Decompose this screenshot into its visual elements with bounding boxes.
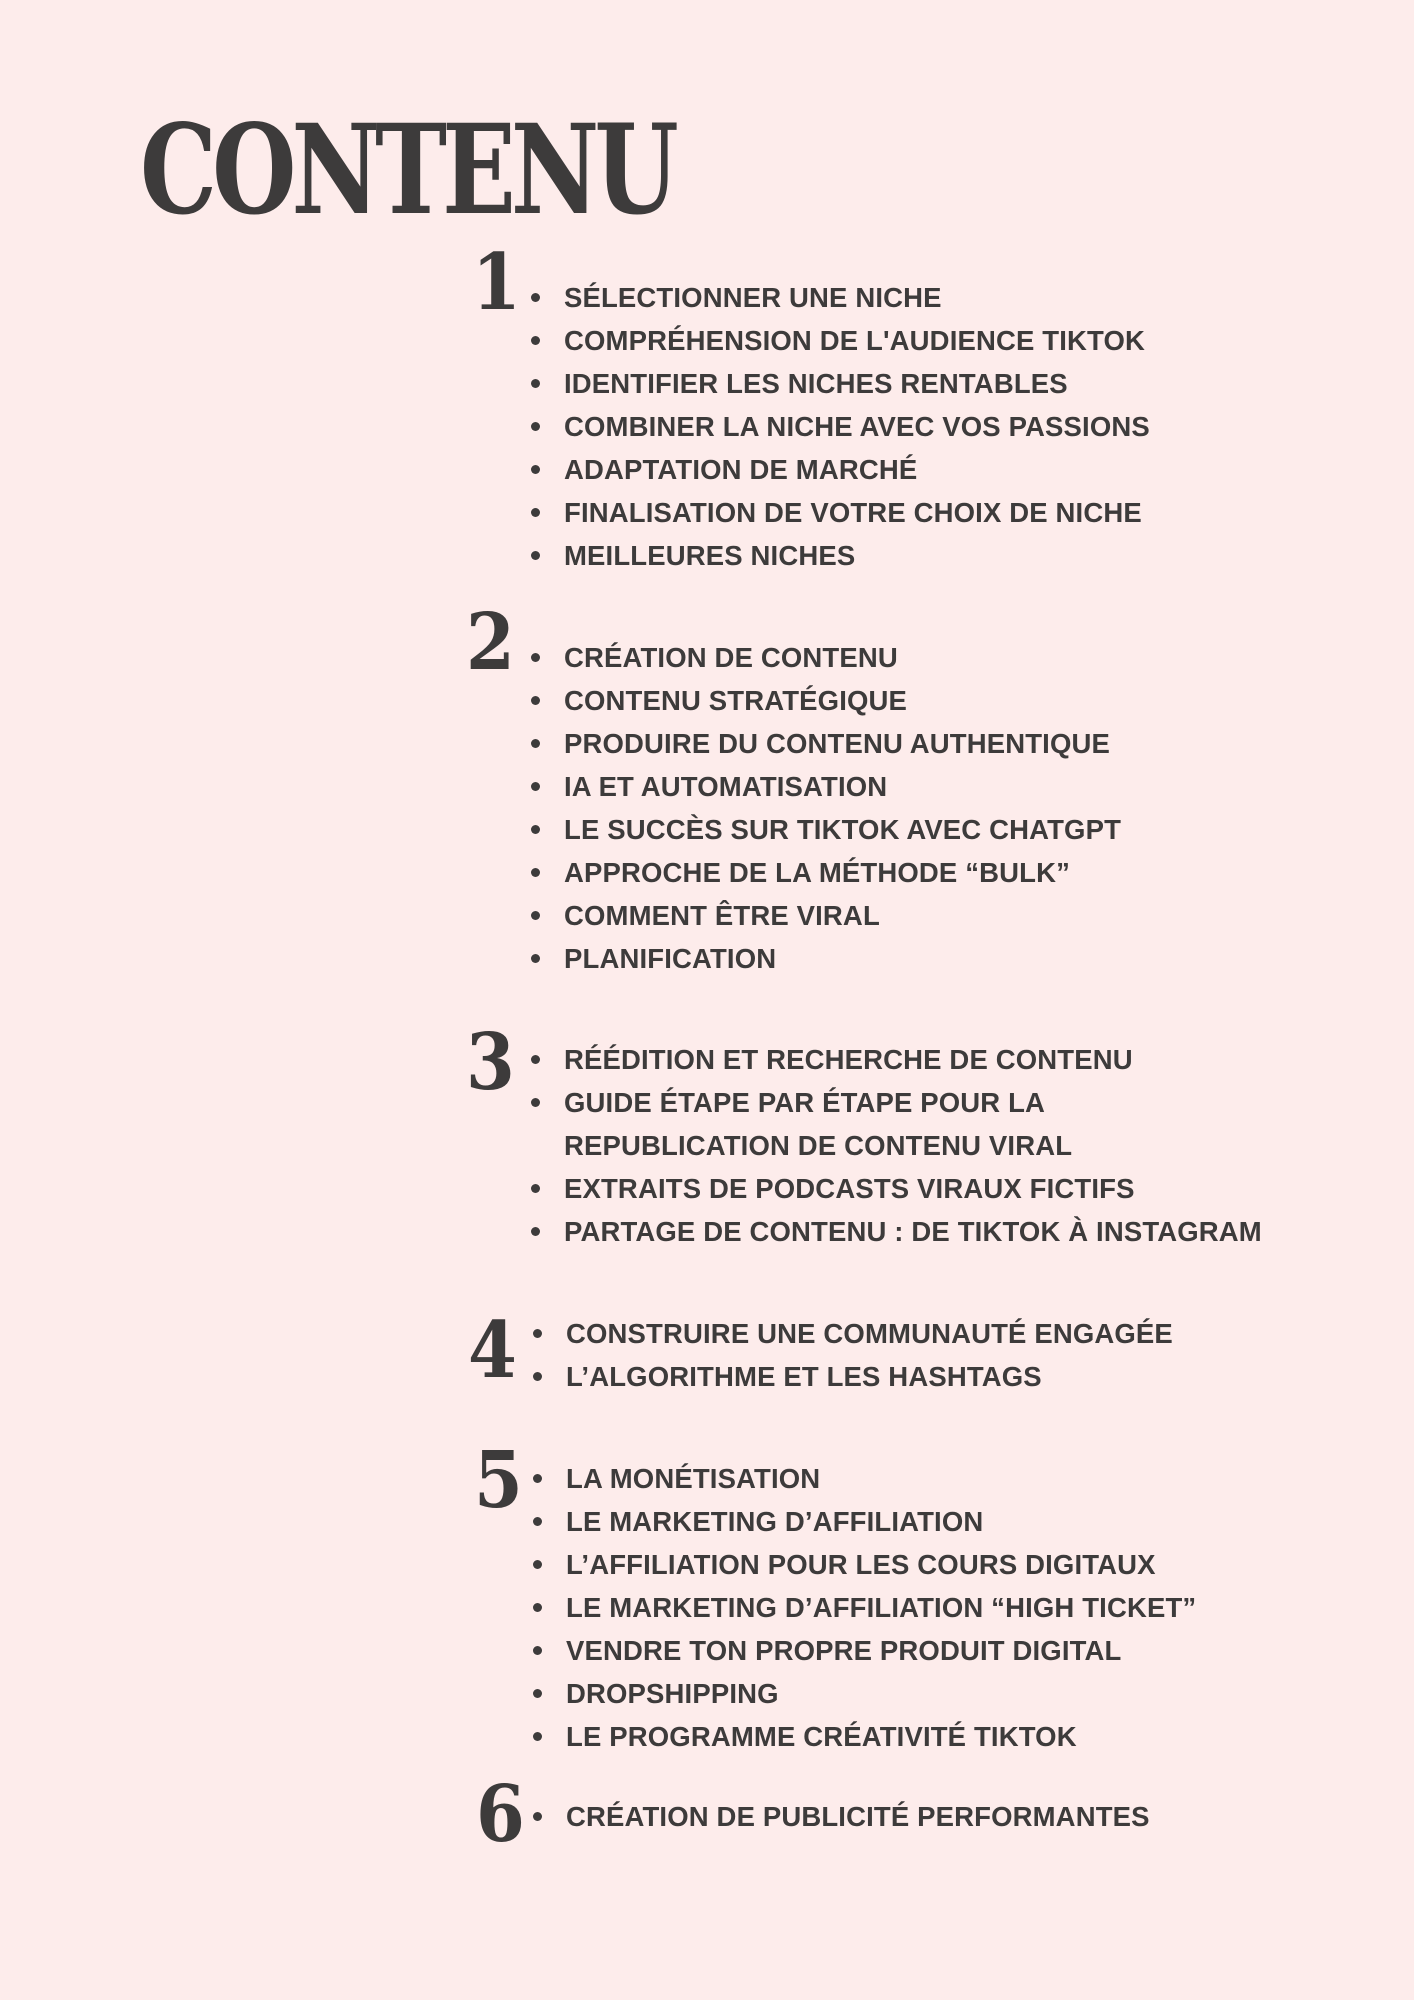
list-item: CONSTRUIRE UNE COMMUNAUTÉ ENGAGÉE bbox=[528, 1312, 1268, 1355]
section-items bbox=[526, 636, 1266, 980]
list-item: COMMENT ÊTRE VIRAL bbox=[526, 894, 1266, 937]
section-number: 2 bbox=[466, 597, 515, 688]
list-item: LE MARKETING D’AFFILIATION “HIGH TICKET” bbox=[528, 1586, 1268, 1629]
list-item: MEILLEURES NICHES bbox=[526, 534, 1266, 577]
list-item: SÉLECTIONNER UNE NICHE bbox=[526, 276, 1266, 319]
section-items bbox=[528, 1795, 1268, 1838]
list-item: COMBINER LA NICHE AVEC VOS PASSIONS bbox=[526, 405, 1266, 448]
section-number: 4 bbox=[468, 1305, 517, 1396]
list-item: LE MARKETING D’AFFILIATION bbox=[528, 1500, 1268, 1543]
list-item: CRÉATION DE PUBLICITÉ PERFORMANTES bbox=[528, 1795, 1268, 1838]
page-title: CONTENU bbox=[140, 96, 674, 243]
section-items bbox=[526, 1038, 1266, 1253]
list-item: L’AFFILIATION POUR LES COURS DIGITAUX bbox=[528, 1543, 1268, 1586]
list-item: FINALISATION DE VOTRE CHOIX DE NICHE bbox=[526, 491, 1266, 534]
section-items bbox=[528, 1457, 1268, 1758]
list-item: APPROCHE DE LA MÉTHODE “BULK” bbox=[526, 851, 1266, 894]
section-items bbox=[526, 276, 1266, 577]
list-item: IA ET AUTOMATISATION bbox=[526, 765, 1266, 808]
section-number: 1 bbox=[472, 237, 521, 328]
section-number: 6 bbox=[476, 1769, 525, 1860]
list-item: ADAPTATION DE MARCHÉ bbox=[526, 448, 1266, 491]
list-item: IDENTIFIER LES NICHES RENTABLES bbox=[526, 362, 1266, 405]
section-number: 3 bbox=[466, 1017, 515, 1108]
section-items bbox=[528, 1312, 1268, 1398]
list-item: DROPSHIPPING bbox=[528, 1672, 1268, 1715]
list-item: LE SUCCÈS SUR TIKTOK AVEC CHATGPT bbox=[526, 808, 1266, 851]
list-item: LA MONÉTISATION bbox=[528, 1457, 1268, 1500]
list-item: LE PROGRAMME CRÉATIVITÉ TIKTOK bbox=[528, 1715, 1268, 1758]
list-item: RÉÉDITION ET RECHERCHE DE CONTENU bbox=[526, 1038, 1266, 1081]
list-item: PARTAGE DE CONTENU : DE TIKTOK À INSTAGRAM bbox=[526, 1210, 1266, 1253]
list-item: PRODUIRE DU CONTENU AUTHENTIQUE bbox=[526, 722, 1266, 765]
list-item: GUIDE ÉTAPE PAR ÉTAPE POUR LA REPUBLICATION DE CONTENU VIRAL bbox=[526, 1081, 1104, 1167]
list-item: L’ALGORITHME ET LES HASHTAGS bbox=[528, 1355, 1268, 1398]
list-item: PLANIFICATION bbox=[526, 937, 1266, 980]
list-item: VENDRE TON PROPRE PRODUIT DIGITAL bbox=[528, 1629, 1268, 1672]
list-item: CRÉATION DE CONTENU bbox=[526, 636, 1266, 679]
section-number: 5 bbox=[474, 1435, 523, 1526]
list-item: COMPRÉHENSION DE L'AUDIENCE TIKTOK bbox=[526, 319, 1266, 362]
list-item: EXTRAITS DE PODCASTS VIRAUX FICTIFS bbox=[526, 1167, 1266, 1210]
list-item: CONTENU STRATÉGIQUE bbox=[526, 679, 1266, 722]
